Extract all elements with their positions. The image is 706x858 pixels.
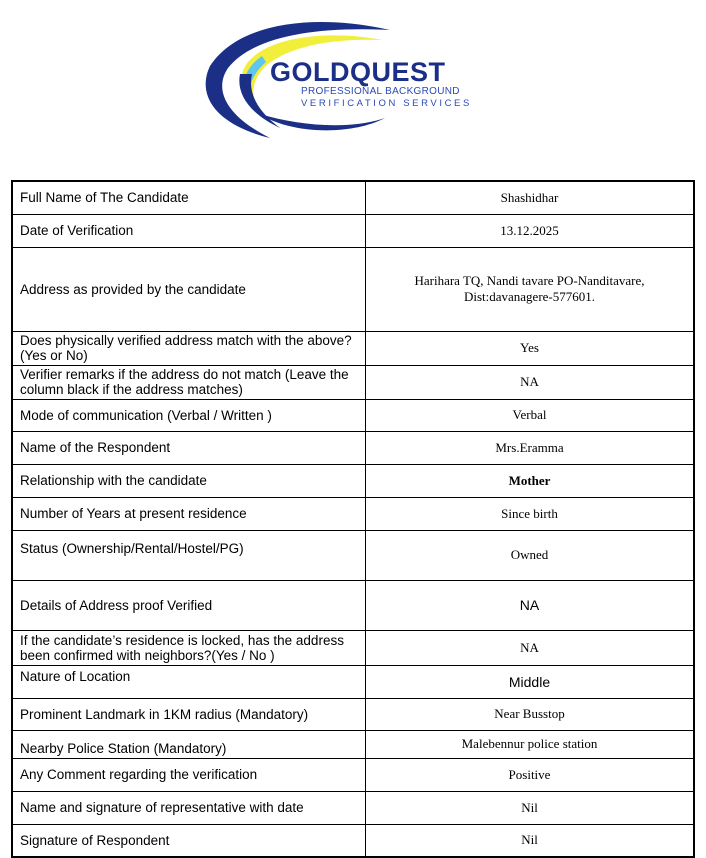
table-row bbox=[12, 530, 694, 580]
table-row bbox=[12, 399, 694, 431]
goldquest-logo bbox=[200, 18, 510, 143]
table-row bbox=[12, 630, 694, 665]
logo-tagline-2: VERIFICATION SERVICES bbox=[301, 98, 472, 109]
row-value: Owned bbox=[366, 530, 695, 580]
row-label: Status (Ownership/Rental/Hostel/PG) bbox=[12, 530, 366, 580]
row-value bbox=[366, 247, 695, 331]
row-value: 13.12.2025 bbox=[366, 214, 695, 247]
table-row bbox=[12, 365, 694, 399]
row-value: NA bbox=[366, 365, 695, 399]
row-label: Any Comment regarding the verification bbox=[12, 758, 366, 791]
row-label: Relationship with the candidate bbox=[12, 464, 366, 497]
row-label: Mode of communication (Verbal / Written ) bbox=[12, 399, 366, 431]
table-row bbox=[12, 181, 694, 214]
row-value: Verbal bbox=[366, 399, 695, 431]
row-label: Name of the Respondent bbox=[12, 431, 366, 464]
table-row bbox=[12, 331, 694, 365]
row-label: Nature of Location bbox=[12, 665, 366, 698]
row-label: Signature of Respondent bbox=[12, 824, 366, 857]
logo-tagline-1: PROFESSIONAL BACKGROUND bbox=[301, 86, 460, 97]
row-value: Yes bbox=[366, 331, 695, 365]
row-value: Middle bbox=[366, 665, 695, 698]
row-label: If the candidate’s residence is locked, has the address been confirmed with neighbors?(Yes / No ) bbox=[12, 630, 366, 665]
row-value: Near Busstop bbox=[366, 698, 695, 730]
table-row bbox=[12, 580, 694, 630]
table-row bbox=[12, 665, 694, 698]
row-label: Verifier remarks if the address do not match (Leave the column black if the address matches) bbox=[12, 365, 366, 399]
row-label: Details of Address proof Verified bbox=[12, 580, 366, 630]
row-value: NA bbox=[366, 630, 695, 665]
table-row bbox=[12, 698, 694, 730]
table-row bbox=[12, 497, 694, 530]
table-row bbox=[12, 214, 694, 247]
row-label: Prominent Landmark in 1KM radius (Mandatory) bbox=[12, 698, 366, 730]
row-label: Name and signature of representative with date bbox=[12, 791, 366, 824]
table-row bbox=[12, 791, 694, 824]
address-line-1: Harihara TQ, Nandi tavare PO-Nanditavare, bbox=[414, 273, 645, 288]
row-value: Since birth bbox=[366, 497, 695, 530]
row-value: Nil bbox=[366, 791, 695, 824]
row-label: Address as provided by the candidate bbox=[12, 247, 366, 331]
verification-table bbox=[11, 180, 695, 858]
table-row bbox=[12, 758, 694, 791]
row-value: Malebennur police station bbox=[366, 730, 695, 758]
row-label: Full Name of The Candidate bbox=[12, 181, 366, 214]
row-value: NA bbox=[366, 580, 695, 630]
table-row bbox=[12, 824, 694, 857]
logo-wordmark: GOLDQUEST bbox=[270, 57, 446, 87]
table-row bbox=[12, 464, 694, 497]
table-row bbox=[12, 247, 694, 331]
row-value: Shashidhar bbox=[366, 181, 695, 214]
row-label: Does physically verified address match with the above? (Yes or No) bbox=[12, 331, 366, 365]
row-value: Mother bbox=[366, 464, 695, 497]
row-label: Nearby Police Station (Mandatory) bbox=[12, 730, 366, 758]
table-row bbox=[12, 431, 694, 464]
row-value: Positive bbox=[366, 758, 695, 791]
row-label: Number of Years at present residence bbox=[12, 497, 366, 530]
row-value: Nil bbox=[366, 824, 695, 857]
row-label: Date of Verification bbox=[12, 214, 366, 247]
row-value: Mrs.Eramma bbox=[366, 431, 695, 464]
address-line-2: Dist:davanagere-577601. bbox=[463, 289, 596, 304]
table-row bbox=[12, 730, 694, 758]
